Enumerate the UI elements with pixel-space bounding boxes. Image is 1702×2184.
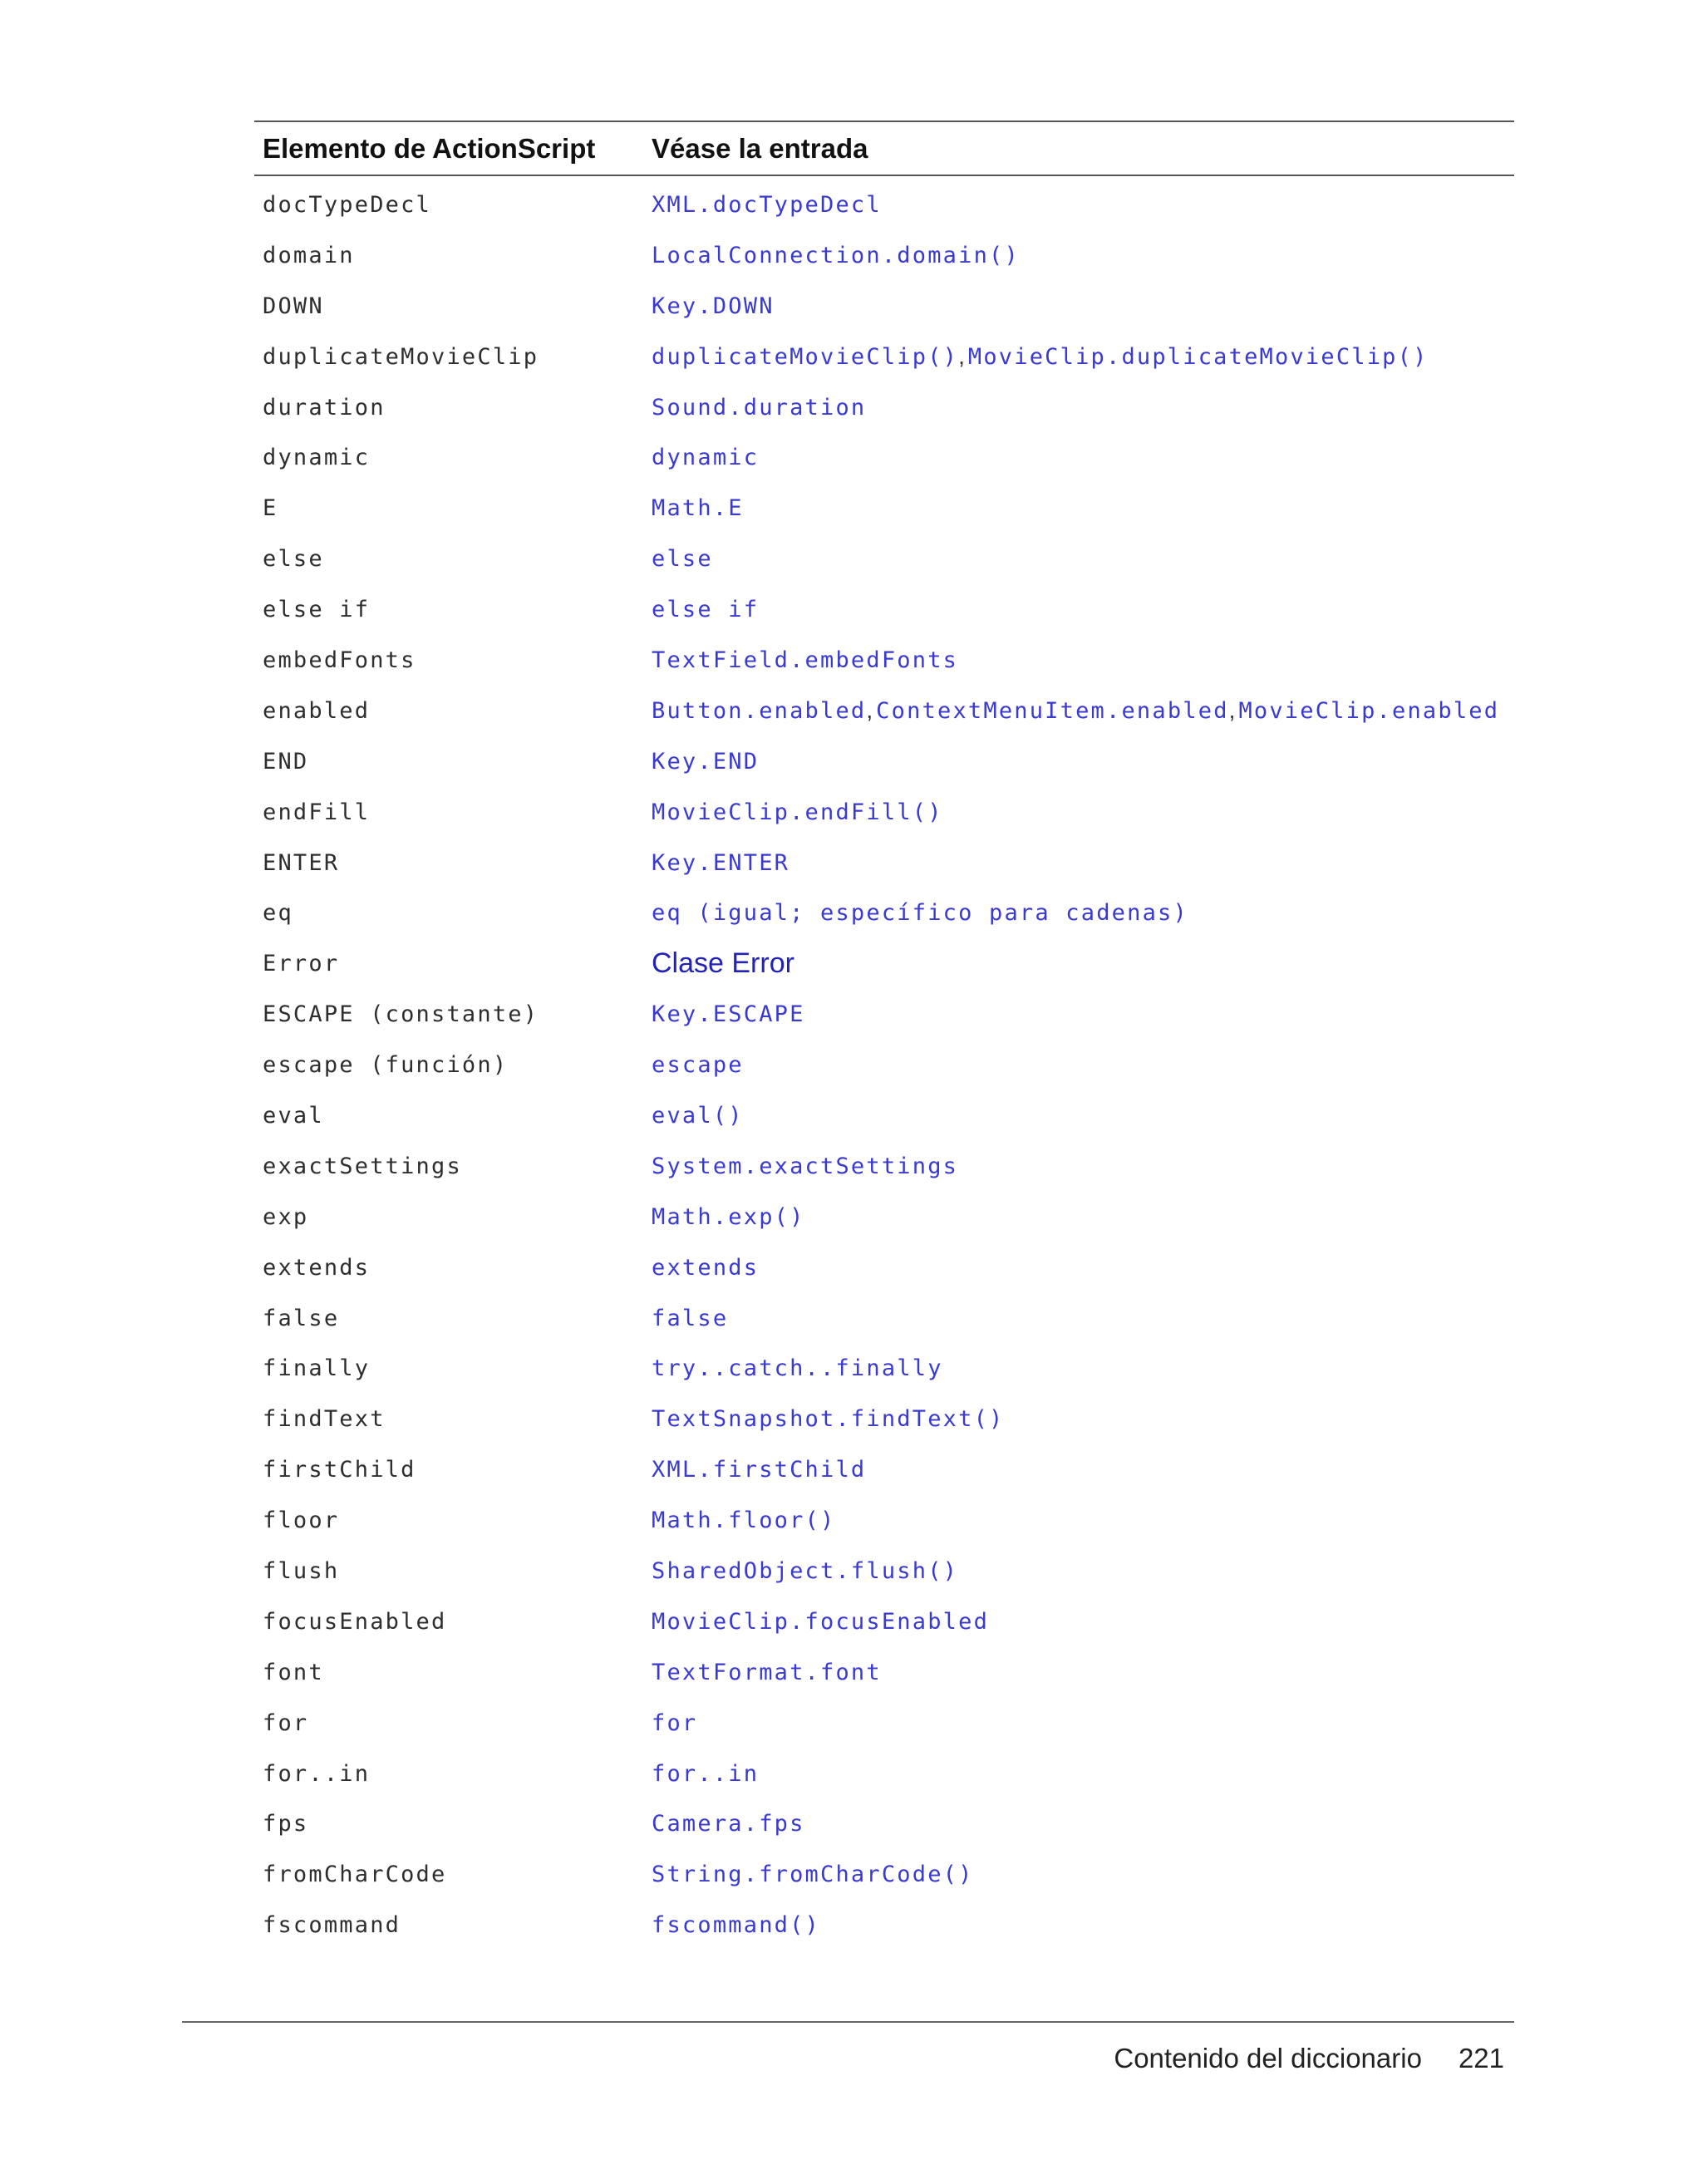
table-header-rule bbox=[254, 175, 1514, 176]
footer-rule bbox=[182, 2021, 1514, 2023]
table-row bbox=[254, 1546, 1514, 1596]
table-row bbox=[254, 230, 1514, 281]
table-body bbox=[254, 180, 1514, 1950]
table-row bbox=[254, 787, 1514, 838]
element-name: dynamic bbox=[263, 445, 371, 471]
table-row bbox=[254, 1040, 1514, 1090]
entry-link[interactable]: false bbox=[652, 1305, 729, 1331]
entry-link[interactable]: System.exactSettings bbox=[652, 1153, 959, 1179]
table-row bbox=[254, 332, 1514, 382]
entry-link[interactable]: Key.ENTER bbox=[652, 849, 790, 876]
table-row bbox=[254, 180, 1514, 230]
element-name: fscommand bbox=[263, 1912, 401, 1939]
see-entry-cell bbox=[652, 343, 1514, 370]
table-row bbox=[254, 281, 1514, 332]
see-entry-cell bbox=[652, 749, 1514, 775]
table-row bbox=[254, 938, 1514, 989]
element-name: floor bbox=[263, 1508, 340, 1534]
ref-separator: , bbox=[958, 343, 965, 370]
element-name: DOWN bbox=[263, 293, 324, 319]
entry-link[interactable]: for..in bbox=[652, 1760, 760, 1787]
table-row bbox=[254, 483, 1514, 534]
entry-link[interactable]: Math.floor() bbox=[652, 1508, 836, 1534]
element-name: embedFonts bbox=[263, 647, 416, 673]
see-entry-cell bbox=[652, 1355, 1514, 1381]
table-row bbox=[254, 1293, 1514, 1344]
element-name: endFill bbox=[263, 799, 371, 825]
see-entry-cell bbox=[652, 495, 1514, 521]
entry-link[interactable]: MovieClip.enabled bbox=[1238, 697, 1500, 724]
entry-link[interactable]: MovieClip.endFill() bbox=[652, 799, 943, 825]
entry-link[interactable]: else if bbox=[652, 597, 760, 623]
see-entry-cell bbox=[652, 192, 1514, 218]
entry-link[interactable]: Key.DOWN bbox=[652, 293, 775, 319]
element-name: else if bbox=[263, 597, 371, 623]
see-entry-cell bbox=[652, 1457, 1514, 1483]
see-entry-cell bbox=[652, 1406, 1514, 1432]
element-name: fromCharCode bbox=[263, 1862, 447, 1888]
table-row bbox=[254, 635, 1514, 686]
element-name: false bbox=[263, 1305, 340, 1331]
table-row bbox=[254, 1394, 1514, 1444]
entry-link[interactable]: Camera.fps bbox=[652, 1811, 805, 1837]
header-see-entry: Véase la entrada bbox=[652, 132, 868, 164]
page-number: 221 bbox=[1458, 2043, 1504, 2073]
entry-link[interactable]: eval() bbox=[652, 1102, 744, 1129]
entry-link[interactable]: String.fromCharCode() bbox=[652, 1862, 974, 1888]
entry-link[interactable]: escape bbox=[652, 1052, 744, 1079]
ref-separator: , bbox=[1228, 697, 1236, 724]
entry-link[interactable]: for bbox=[652, 1709, 698, 1736]
see-entry-cell bbox=[652, 1153, 1514, 1179]
element-name: finally bbox=[263, 1355, 371, 1382]
see-entry-cell bbox=[652, 1710, 1514, 1736]
see-entry-cell bbox=[652, 1609, 1514, 1635]
element-name: flush bbox=[263, 1557, 340, 1584]
see-entry-cell bbox=[652, 1811, 1514, 1837]
see-entry-cell bbox=[652, 697, 1514, 724]
element-name: fps bbox=[263, 1811, 309, 1837]
header-element: Elemento de ActionScript bbox=[263, 132, 596, 164]
element-name: duration bbox=[263, 394, 386, 421]
entry-link[interactable]: TextFormat.font bbox=[652, 1659, 882, 1685]
table-row bbox=[254, 1799, 1514, 1850]
see-entry-cell bbox=[652, 395, 1514, 421]
entry-link[interactable]: extends bbox=[652, 1254, 760, 1281]
entry-link[interactable]: Button.enabled bbox=[652, 697, 867, 724]
entry-link[interactable]: fscommand() bbox=[652, 1912, 821, 1939]
see-entry-cell bbox=[652, 293, 1514, 319]
table-row bbox=[254, 1647, 1514, 1698]
see-entry-cell bbox=[652, 1255, 1514, 1281]
element-name: docTypeDecl bbox=[263, 191, 432, 218]
see-entry-cell bbox=[652, 1001, 1514, 1027]
table-row bbox=[254, 1141, 1514, 1192]
see-entry-cell bbox=[652, 850, 1514, 876]
entry-link[interactable]: else bbox=[652, 546, 713, 573]
element-name: extends bbox=[263, 1254, 371, 1281]
table-row bbox=[254, 1192, 1514, 1242]
see-entry-cell bbox=[652, 546, 1514, 572]
element-name: findText bbox=[263, 1406, 386, 1433]
see-entry-cell bbox=[652, 445, 1514, 470]
element-name: escape (función) bbox=[263, 1052, 509, 1079]
table-header-row bbox=[254, 122, 1514, 175]
table-row bbox=[254, 1090, 1514, 1141]
table-row bbox=[254, 1596, 1514, 1647]
entry-link[interactable]: ContextMenuItem.enabled bbox=[876, 697, 1229, 724]
see-entry-cell bbox=[652, 1862, 1514, 1887]
element-name: END bbox=[263, 748, 309, 775]
table-row bbox=[254, 1495, 1514, 1546]
table-row bbox=[254, 1444, 1514, 1495]
element-name: eq bbox=[263, 900, 293, 927]
entry-link[interactable]: LocalConnection.domain() bbox=[652, 242, 1020, 268]
entry-link[interactable]: MovieClip.duplicateMovieClip() bbox=[967, 343, 1429, 370]
table-row bbox=[254, 382, 1514, 433]
element-name: exp bbox=[263, 1203, 309, 1230]
entry-link[interactable]: dynamic bbox=[652, 445, 760, 471]
table-row bbox=[254, 1849, 1514, 1900]
element-name: ESCAPE (constante) bbox=[263, 1001, 539, 1028]
table-row bbox=[254, 989, 1514, 1040]
table-row bbox=[254, 686, 1514, 736]
element-name: for..in bbox=[263, 1760, 371, 1787]
entry-link[interactable]: duplicateMovieClip() bbox=[652, 343, 959, 370]
element-name: enabled bbox=[263, 697, 371, 724]
element-name: E bbox=[263, 495, 278, 522]
footer-section-title: Contenido del diccionario bbox=[1114, 2043, 1422, 2073]
see-entry-cell bbox=[652, 900, 1514, 926]
table-row bbox=[254, 736, 1514, 787]
entry-link[interactable]: TextSnapshot.findText() bbox=[652, 1406, 1005, 1433]
see-entry-cell bbox=[652, 799, 1514, 825]
see-entry-cell bbox=[652, 947, 1514, 980]
table-row bbox=[254, 838, 1514, 888]
table-row bbox=[254, 888, 1514, 938]
element-name: firstChild bbox=[263, 1457, 416, 1483]
see-entry-cell bbox=[652, 1306, 1514, 1331]
element-name: domain bbox=[263, 242, 355, 268]
element-name: for bbox=[263, 1709, 309, 1736]
element-name: focusEnabled bbox=[263, 1608, 447, 1635]
entry-link[interactable]: XML.docTypeDecl bbox=[652, 191, 882, 218]
see-entry-cell bbox=[652, 1761, 1514, 1787]
table-row bbox=[254, 534, 1514, 584]
see-entry-cell bbox=[652, 1103, 1514, 1129]
entry-link[interactable]: Key.END bbox=[652, 748, 760, 775]
table-row bbox=[254, 1242, 1514, 1293]
table-row bbox=[254, 1749, 1514, 1799]
entry-link[interactable]: SharedObject.flush() bbox=[652, 1557, 959, 1584]
see-entry-cell bbox=[652, 1204, 1514, 1230]
see-entry-cell bbox=[652, 1508, 1514, 1533]
element-name: duplicateMovieClip bbox=[263, 343, 539, 370]
entry-link[interactable]: TextField.embedFonts bbox=[652, 647, 959, 673]
see-entry-cell bbox=[652, 1660, 1514, 1685]
cross-reference-table bbox=[254, 121, 1514, 1950]
entry-link[interactable]: Clase Error bbox=[652, 947, 794, 980]
ref-separator: , bbox=[866, 697, 873, 724]
table-row bbox=[254, 584, 1514, 635]
entry-link[interactable]: eq (igual; específico para cadenas) bbox=[652, 900, 1188, 927]
element-name: exactSettings bbox=[263, 1153, 462, 1179]
see-entry-cell bbox=[652, 597, 1514, 622]
table-row bbox=[254, 432, 1514, 483]
entry-link[interactable]: Math.E bbox=[652, 495, 744, 522]
see-entry-cell bbox=[652, 1052, 1514, 1078]
element-name: Error bbox=[263, 951, 340, 977]
entry-link[interactable]: Math.exp() bbox=[652, 1203, 805, 1230]
entry-link[interactable]: Sound.duration bbox=[652, 394, 867, 421]
table-row bbox=[254, 1698, 1514, 1749]
element-name: font bbox=[263, 1659, 324, 1685]
see-entry-cell bbox=[652, 1558, 1514, 1584]
entry-link[interactable]: try..catch..finally bbox=[652, 1355, 943, 1382]
element-name: else bbox=[263, 546, 324, 573]
entry-link[interactable]: MovieClip.focusEnabled bbox=[652, 1608, 990, 1635]
page-footer bbox=[1114, 2043, 1504, 2074]
element-name: eval bbox=[263, 1102, 324, 1129]
see-entry-cell bbox=[652, 243, 1514, 268]
see-entry-cell bbox=[652, 647, 1514, 673]
see-entry-cell bbox=[652, 1912, 1514, 1938]
entry-link[interactable]: XML.firstChild bbox=[652, 1457, 867, 1483]
table-row bbox=[254, 1900, 1514, 1950]
entry-link[interactable]: Key.ESCAPE bbox=[652, 1001, 805, 1028]
table-row bbox=[254, 1343, 1514, 1394]
element-name: ENTER bbox=[263, 849, 340, 876]
